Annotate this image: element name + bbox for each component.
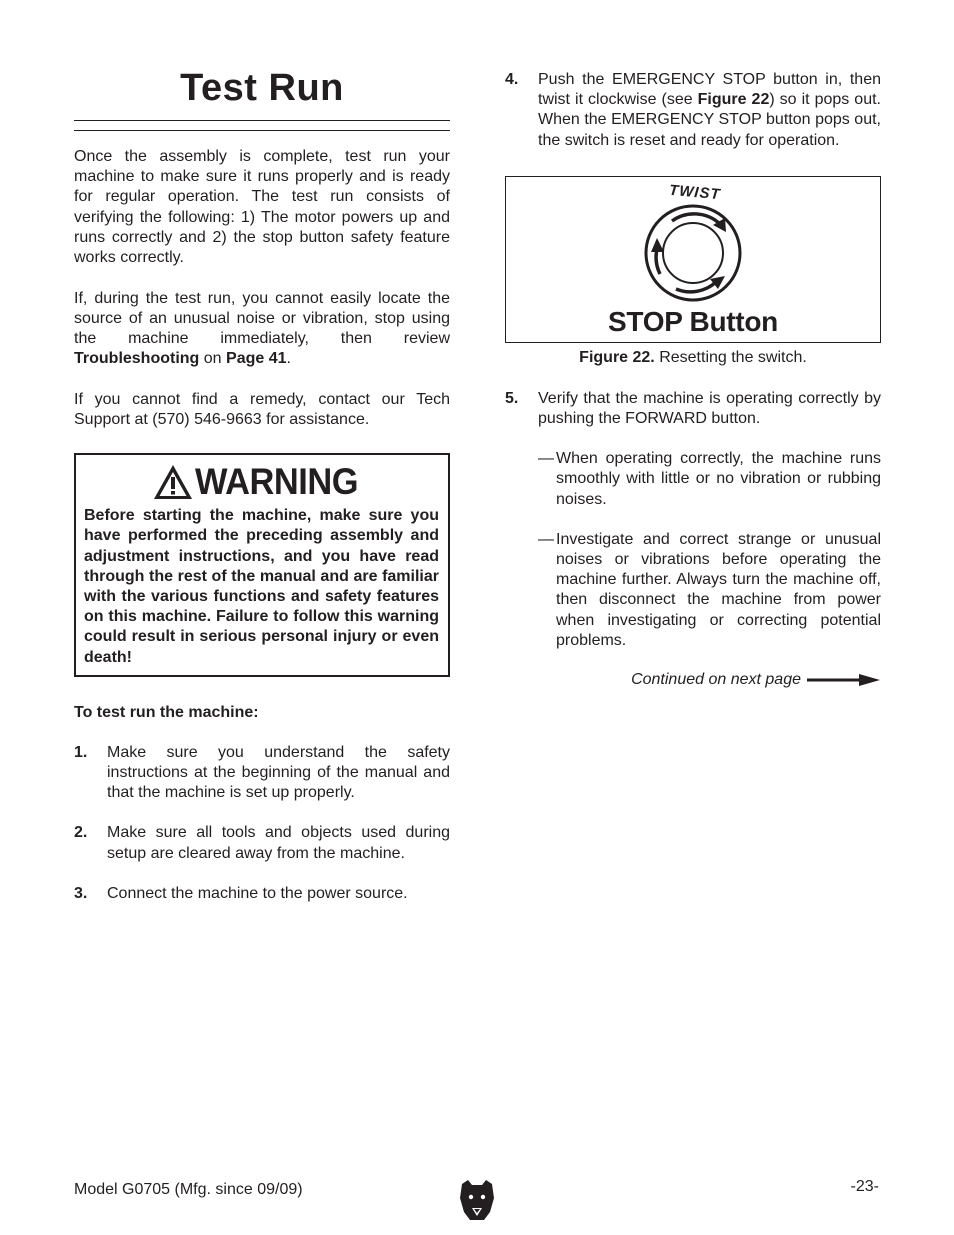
page-title: Test Run bbox=[180, 67, 344, 109]
warning-header bbox=[84, 458, 439, 506]
intro-paragraph-1: Once the assembly is complete, test run your machine to make sure it runs properly and is ready for regular operation. The test run consists of verifying the following: 1) The motor powers up and runs correctly and 2) the stop button safety feature works correctly. bbox=[74, 148, 450, 267]
footer-model: Model G0705 (Mfg. since 09/09) bbox=[74, 1181, 303, 1198]
figure-22-box bbox=[505, 176, 881, 343]
continued-note: Continued on next page bbox=[505, 671, 881, 689]
title-rule-bottom bbox=[74, 130, 450, 131]
grizzly-bear-logo-icon bbox=[458, 1178, 496, 1222]
note-1: — When operating correctly, the machine runs smoothly with little or no vibration or rubbing noises. bbox=[538, 450, 881, 508]
stop-button-label: STOP Button bbox=[608, 305, 778, 337]
warning-triangle-icon bbox=[152, 463, 194, 501]
figure-ref: Figure 22 bbox=[697, 91, 770, 109]
step-1: 1. Make sure you understand the safety instructions at the beginning of the manual and that the machine is set up properly. bbox=[74, 743, 450, 802]
figure-caption: Figure 22. Resetting the switch. bbox=[579, 348, 807, 366]
step-3: 3. Connect the machine to the power source. bbox=[74, 884, 408, 902]
warning-text: Before starting the machine, make sure you have performed the preceding assembly and adjustment instructions, and you have read through the rest of the manual and are familiar with the various functions and safety features on this machine. Failure to follow this warning could result in serious personal injury or even death! bbox=[84, 507, 439, 666]
intro-paragraph-3: If you cannot find a remedy, contact our Tech Support at (570) 546-9663 for assistance. bbox=[74, 390, 450, 429]
title-rule-top bbox=[74, 120, 450, 121]
warning-box bbox=[74, 453, 450, 677]
note-2: — Investigate and correct strange or unusual noises or vibrations before operating the machine further. Always turn the machine off, then disconnect the machine from power when investigating or correcting potential problems. bbox=[538, 530, 881, 649]
page-ref: Page 41 bbox=[226, 350, 287, 368]
footer-page-number: -23- bbox=[850, 1178, 879, 1195]
right-arrow-icon bbox=[807, 673, 881, 687]
left-column bbox=[74, 62, 450, 904]
warning-heading: WARNING bbox=[195, 461, 359, 503]
twist-label: TWIST bbox=[668, 181, 722, 204]
intro-paragraph-2: If, during the test run, you cannot easily locate the source of an unusual noise or vibration, stop using the machine immediately, then review Troubleshooting on Page 41. bbox=[74, 289, 450, 368]
right-column bbox=[505, 70, 881, 689]
procedure-lead: To test run the machine: bbox=[74, 703, 259, 721]
troubleshooting-ref: Troubleshooting bbox=[74, 350, 200, 368]
step-5: 5. Verify that the machine is operating correctly by pushing the FORWARD button. bbox=[505, 389, 881, 428]
step-2: 2. Make sure all tools and objects used during setup are cleared away from the machine. bbox=[74, 824, 450, 862]
step-4: 4. Push the EMERGENCY STOP button in, then twist it clockwise (see Figure 22) so it pops out. When the EMERGENCY STOP button pops out, the switch is reset and ready for operation. bbox=[505, 71, 881, 149]
